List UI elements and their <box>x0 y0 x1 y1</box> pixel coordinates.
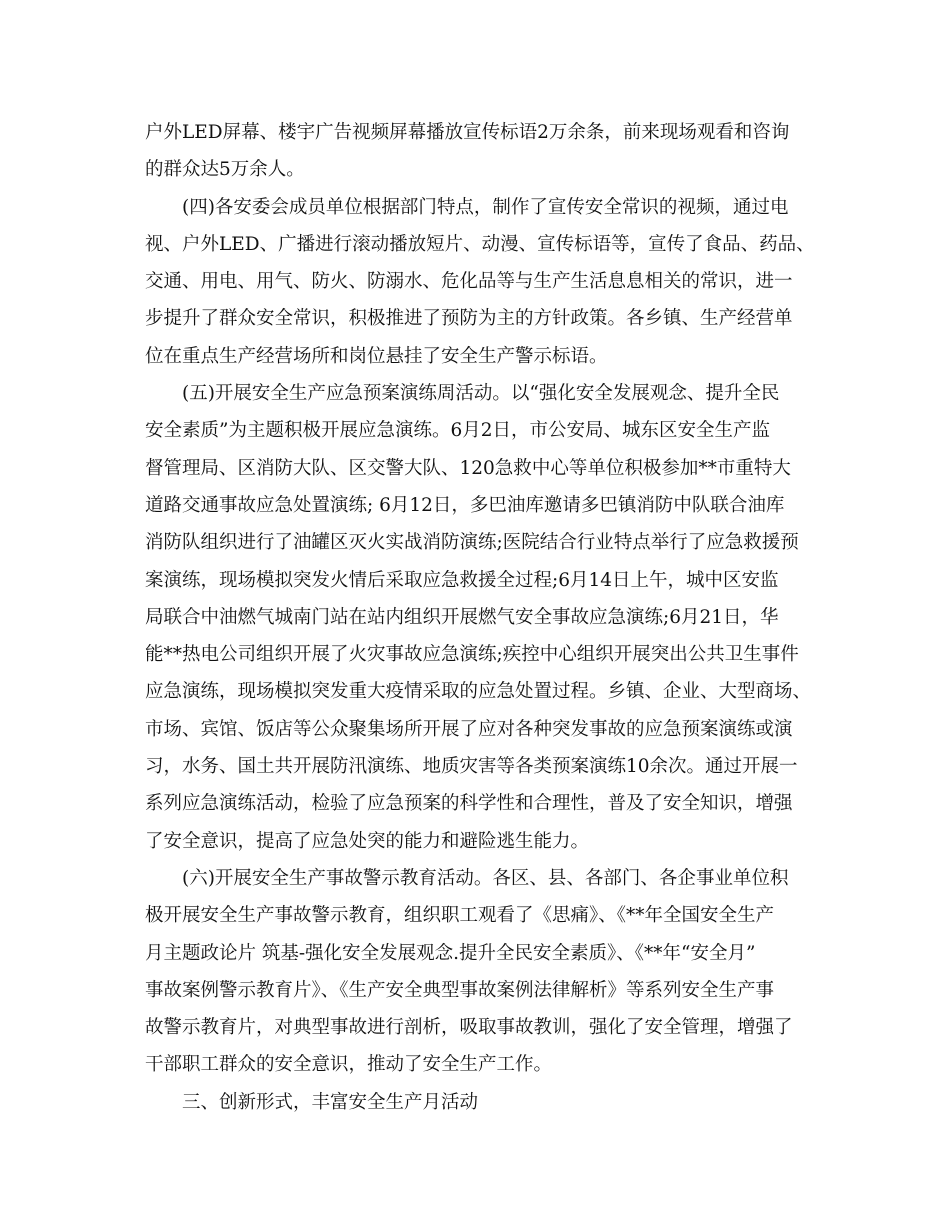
text-line: (五)开展安全生产应急预案演练周活动。以“强化安全发展观念、提升全民 <box>182 383 780 405</box>
text-line: 位在重点生产经营场所和岗位悬挂了安全生产警示标语。 <box>145 345 608 367</box>
text-line: 道路交通事故应急处置演练; 6月12日，多巴油库邀请多巴镇消防中队联合油库 <box>145 494 785 516</box>
text-line: 月主题政论片 筑基-强化安全发展观念.提升全民安全素质》、《**年“安全月” <box>145 942 756 964</box>
text-line: 户外LED屏幕、楼宇广告视频屏幕播放宣传标语2万余条，前来现场观看和咨询 <box>145 122 790 143</box>
text-line: 能**热电公司组织开展了火灾事故应急演练;疾控中心组织开展突出公共卫生事件 <box>145 644 799 666</box>
text-line: 消防队组织进行了油罐区灭火实战消防演练;医院结合行业特点举行了应急救援预 <box>145 532 799 554</box>
text-line: 了安全意识，提高了应急处突的能力和避险逃生能力。 <box>145 830 590 852</box>
text-line: (六)开展安全生产事故警示教育活动。各区、县、各部门、各企事业单位积 <box>182 867 789 889</box>
text-line: 交通、用电、用气、防火、防溺水、危化品等与生产生活息息相关的常识，进一 <box>145 271 793 293</box>
text-line: 步提升了群众安全常识，积极推进了预防为主的方针政策。各乡镇、生产经营单 <box>145 308 793 330</box>
document-body <box>145 114 820 1121</box>
text-line: 干部职工群众的安全意识，推动了安全生产工作。 <box>145 1054 553 1076</box>
text-line: 的群众达5万余人。 <box>145 159 305 181</box>
text-line: 习，水务、国土共开展防汛演练、地质灾害等各类预案演练10余次。通过开展一 <box>145 756 798 778</box>
text-line: 安全素质”为主题积极开展应急演练。6月2日，市公安局、城东区安全生产监 <box>145 420 771 442</box>
text-line: 极开展安全生产事故警示教育，组织职工观看了《思痛》、《**年全国安全生产 <box>145 905 775 927</box>
text-line: 故警示教育片，对典型事故进行剖析，吸取事故教训，强化了安全管理，增强了 <box>145 1017 793 1039</box>
text-line: 事故案例警示教育片》、《生产安全典型事故案例法律解析》等系列安全生产事 <box>145 979 775 1001</box>
text-line: 案演练，现场模拟突发火情后采取应急救援全过程;6月14日上午，城中区安监 <box>145 569 779 591</box>
text-line: (四)各安委会成员单位根据部门特点，制作了宣传安全常识的视频，通过电 <box>182 196 789 218</box>
text-line: 局联合中油燃气城南门站在站内组织开展燃气安全事故应急演练;6月21日，华 <box>145 606 779 628</box>
text-line: 视、户外LED、广播进行滚动播放短片、动漫、宣传标语等，宣传了食品、药品、 <box>145 233 815 255</box>
text-line: 市场、宾馆、饭店等公众聚集场所开展了应对各种突发事故的应急预案演练或演 <box>145 718 793 740</box>
text-line: 督管理局、区消防大队、区交警大队、120急救中心等单位积极参加**市重特大 <box>145 457 791 479</box>
text-line: 应急演练，现场模拟突发重大疫情采取的应急处置过程。乡镇、企业、大型商场、 <box>145 681 812 703</box>
text-line: 三、创新形式，丰富安全生产月活动 <box>182 1091 479 1113</box>
text-line: 系列应急演练活动，检验了应急预案的科学性和合理性，普及了安全知识，增强 <box>145 793 793 815</box>
